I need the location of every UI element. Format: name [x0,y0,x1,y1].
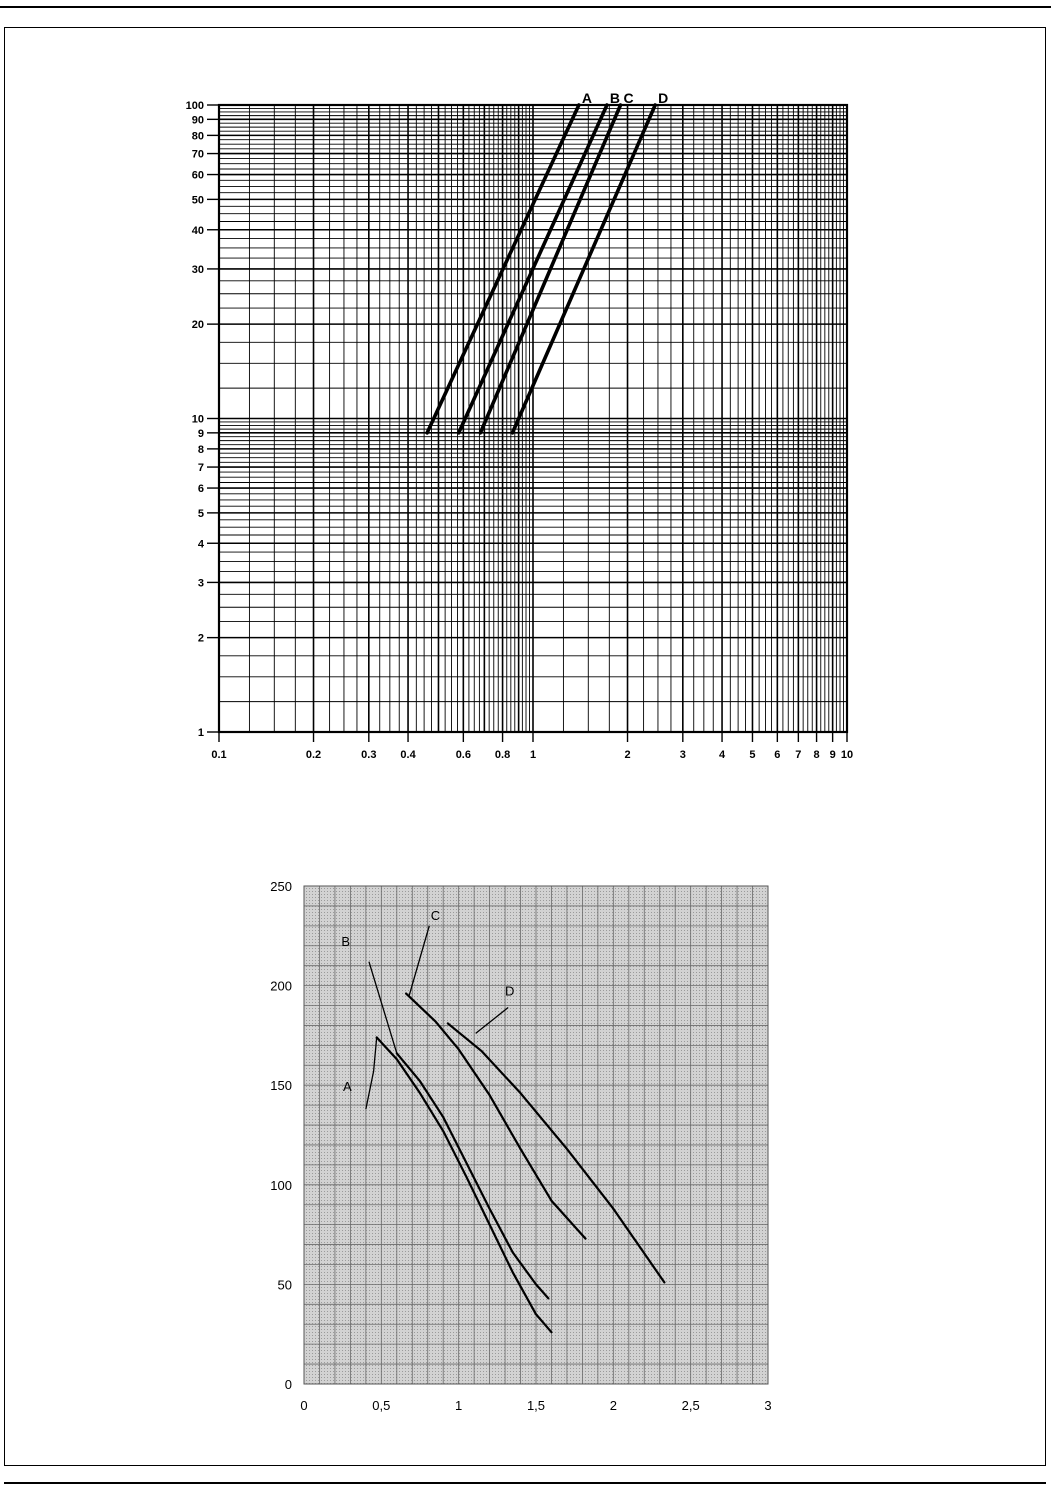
linear-series-label-c: C [430,907,441,923]
log-x-tick-label: 0.1 [211,749,227,761]
log-y-tick-label: 1 [197,727,204,739]
linear-y-tick-label: 200 [270,978,292,994]
log-series-label-d: D [658,90,669,106]
log-x-tick-label: 9 [829,749,836,761]
log-y-tick-label: 20 [191,319,204,332]
linear-series-label-a: A [342,1079,352,1095]
linear-y-ticks [270,879,292,1392]
log-x-tick-label: 0.8 [494,749,511,761]
log-y-tick-label: 40 [191,224,204,237]
linear-y-tick-label: 150 [270,1078,292,1094]
log-y-tick-label: 80 [191,130,204,143]
linear-x-ticks [300,1398,771,1413]
linear-series-label-d: D [505,983,515,999]
log-series-label-c: C [623,90,634,106]
log-x-tick-label: 10 [840,749,854,761]
log-x-tick-label: 0.3 [361,749,377,761]
log-x-tick-label: 8 [813,749,820,761]
linear-x-tick-label: 1 [455,1398,463,1413]
log-y-tick-label: 5 [197,507,204,520]
log-y-tick-label: 100 [185,100,204,112]
linear-y-tick-label: 50 [277,1277,292,1293]
linear-grid [304,886,768,1384]
log-y-tick-label: 10 [191,413,204,426]
linear-y-tick-label: 100 [270,1177,292,1193]
log-x-tick-label: 6 [774,749,781,761]
linear-x-tick-label: 2,5 [681,1398,700,1413]
log-y-tick-label: 9 [197,427,204,440]
log-y-tick-label: 3 [197,577,204,590]
linear-x-tick-label: 1,5 [526,1398,546,1413]
log-y-tick-label: 50 [191,194,204,207]
log-y-tick-label: 8 [197,443,204,456]
log-x-tick-label: 0.2 [305,749,322,761]
log-x-tick-label: 1 [529,749,537,761]
log-series-label-b: B [609,90,621,106]
log-y-tick-label: 7 [197,462,204,475]
log-y-tick-label: 4 [197,538,204,551]
log-y-tick-label: 60 [191,169,204,182]
log-y-tick-label: 70 [191,148,204,161]
log-x-tick-label: 2 [624,749,631,761]
log-x-tick-label: 0.4 [400,749,416,761]
log-y-tick-label: 6 [197,483,204,496]
log-series-label-a: A [581,90,592,106]
log-x-tick-label: 3 [679,749,686,761]
log-y-tick-label: 90 [191,114,204,127]
linear-y-tick-label: 250 [270,879,292,894]
linear-x-tick-label: 0,5 [372,1398,391,1413]
log-x-tick-label: 5 [749,749,756,761]
log-y-tick-label: 30 [191,263,204,276]
linear-x-tick-label: 3 [764,1398,772,1413]
linear-y-tick-label: 0 [284,1377,292,1392]
linear-x-tick-label: 2 [609,1398,617,1413]
linear-series-label-b: B [341,933,351,949]
log-x-tick-label: 4 [718,749,726,761]
log-x-tick-label: 0.6 [455,749,471,761]
log-x-tick-label: 7 [795,749,802,761]
log-y-tick-label: 2 [197,632,204,645]
linear-x-tick-label: 0 [300,1398,308,1413]
